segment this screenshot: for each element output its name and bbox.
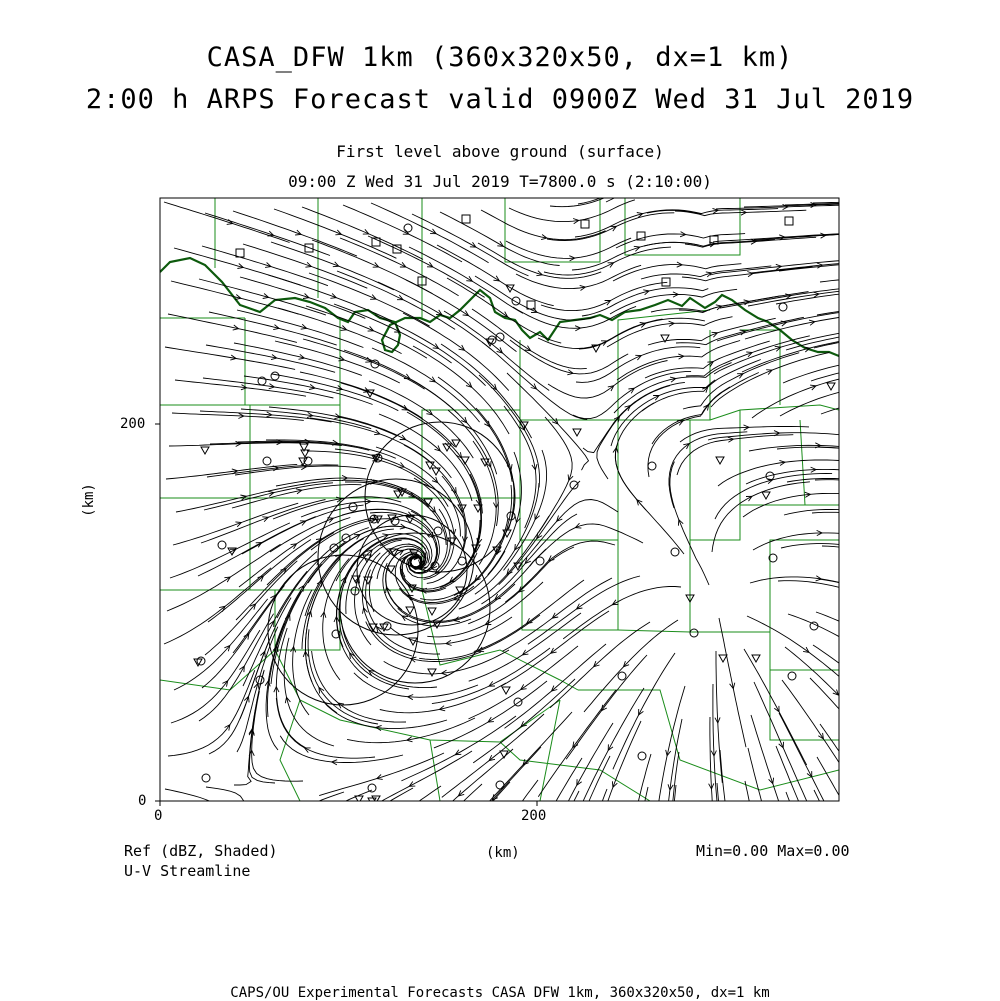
streamline: [617, 341, 740, 381]
streamline-arrowhead: [856, 777, 861, 783]
station-triangle: [201, 447, 209, 454]
streamline-arrowhead: [502, 312, 508, 317]
streamline: [242, 505, 364, 554]
streamline: [469, 780, 538, 892]
streamline-arrowhead: [848, 814, 853, 820]
streamline: [811, 360, 941, 381]
streamline: [475, 483, 539, 594]
streamline-arrowhead: [523, 650, 529, 655]
streamline-arrowhead: [282, 821, 287, 827]
station-circle: [648, 462, 656, 470]
streamline: [509, 200, 635, 222]
station-circle: [371, 360, 379, 368]
streamline-arrowhead: [583, 851, 588, 857]
station-triangle: [428, 608, 436, 615]
streamline: [236, 533, 334, 621]
streamline-arrowhead: [613, 191, 619, 196]
streamline: [780, 380, 906, 416]
station-circle: [512, 297, 520, 305]
streamline-arrowhead: [847, 640, 853, 645]
streamline: [712, 482, 810, 552]
streamline: [481, 514, 577, 604]
streamline: [280, 736, 403, 763]
streamline: [776, 289, 907, 304]
streamline: [306, 306, 427, 358]
station-circle: [788, 672, 796, 680]
streamline: [669, 752, 679, 884]
station-circle: [458, 557, 466, 565]
streamline: [816, 612, 931, 677]
streamline: [754, 233, 886, 240]
streamline: [572, 789, 607, 916]
streamline-arrowhead: [875, 363, 881, 368]
station-triangle: [355, 796, 363, 803]
streamline: [815, 480, 945, 501]
station-triangle: [762, 492, 770, 499]
streamline-arrowhead: [850, 333, 856, 338]
streamline-arrowhead: [865, 683, 871, 689]
streamline-arrowhead: [843, 446, 849, 451]
y-tick-200: 200: [120, 416, 146, 432]
level-label: First level above ground (surface): [336, 142, 664, 161]
streamline: [268, 792, 345, 884]
streamline: [819, 579, 942, 625]
station-circle: [271, 372, 279, 380]
streamline: [597, 386, 670, 479]
overlay-legend: U-V Streamline: [124, 862, 251, 880]
streamline-arrowhead: [877, 230, 882, 235]
streamline-arrowhead: [846, 361, 852, 366]
streamline: [167, 544, 281, 611]
streamline: [720, 750, 738, 881]
streamline: [686, 336, 810, 376]
streamline: [779, 261, 911, 271]
streamline-arrowhead: [352, 821, 358, 826]
streamline: [645, 341, 770, 378]
station-square: [581, 220, 589, 228]
station-circle: [779, 303, 787, 311]
chart-title: CASA_DFW 1km (360x320x50, dx=1 km): [206, 42, 794, 73]
streamline-arrowhead: [843, 586, 849, 591]
streamline: [788, 614, 902, 679]
streamline-arrowhead: [883, 304, 889, 309]
streamline: [371, 203, 489, 263]
streamline: [488, 452, 522, 575]
streamline: [164, 202, 290, 243]
streamline: [274, 209, 396, 258]
streamline-arrowhead: [799, 807, 804, 813]
streamline-arrowhead: [880, 199, 885, 204]
streamline: [719, 618, 746, 747]
streamline: [444, 311, 549, 391]
station-triangle: [406, 607, 414, 614]
station-circle: [404, 224, 412, 232]
station-square: [236, 249, 244, 257]
streamline: [594, 721, 641, 844]
station-circle: [671, 548, 679, 556]
streamline: [440, 474, 481, 588]
streamline-arrowhead: [521, 684, 527, 689]
streamline: [720, 288, 850, 308]
streamline-arrowhead: [724, 816, 729, 822]
station-circle: [810, 622, 818, 630]
streamline: [206, 345, 335, 372]
streamline: [401, 716, 516, 781]
streamline: [611, 380, 715, 446]
station-circle: [263, 457, 271, 465]
streamline-arrowhead: [224, 811, 230, 817]
station-circle: [218, 541, 226, 549]
streamline: [657, 686, 685, 815]
streamline-arrowhead: [429, 377, 435, 382]
streamline-arrowhead: [291, 544, 297, 549]
streamline: [783, 354, 911, 383]
streamline: [680, 426, 809, 442]
streamline: [403, 313, 509, 391]
uv-streamlines: [164, 178, 952, 918]
streamline-arrowhead: [549, 851, 554, 857]
streamline: [822, 546, 949, 579]
streamline: [665, 719, 682, 850]
forecast-valid-title: 2:00 h ARPS Forecast valid 0900Z Wed 31 Jul 2019: [85, 84, 915, 115]
x-tick-200: 200: [521, 808, 547, 824]
streamline: [578, 178, 705, 205]
streamline: [516, 265, 641, 288]
footer-credit: CAPS/OU Experimental Forecasts CASA DFW 1km, 360x320x50, dx=1 km: [230, 985, 770, 1001]
station-triangle: [428, 669, 436, 676]
x-tick-0: 0: [154, 808, 163, 824]
streamline: [641, 266, 771, 279]
y-axis-label: (km): [80, 483, 97, 517]
streamline-arrowhead: [878, 514, 884, 519]
station-triangle: [716, 457, 724, 464]
streamline: [778, 581, 905, 612]
streamline: [441, 344, 532, 438]
streamline-arrowhead: [493, 276, 499, 281]
streamline: [550, 622, 650, 708]
station-circle: [496, 781, 504, 789]
streamline: [166, 464, 297, 479]
streamline-arrowhead: [842, 291, 848, 296]
field-legend: Ref (dBZ, Shaded): [124, 842, 278, 860]
streamline: [427, 582, 543, 637]
streamline-arrowhead: [885, 395, 891, 400]
streamline-arrowhead: [845, 262, 851, 267]
streamline: [344, 350, 458, 414]
y-tick-0: 0: [138, 793, 147, 809]
streamline-arrowhead: [848, 231, 854, 236]
streamline-arrowhead: [640, 179, 646, 184]
streamline: [710, 261, 841, 275]
streamline: [562, 756, 611, 879]
streamline: [752, 372, 874, 418]
axis-ticks: [155, 424, 537, 806]
station-triangle: [452, 440, 460, 447]
streamline: [396, 784, 482, 883]
streamline-arrowhead: [463, 311, 469, 316]
streamline: [343, 205, 462, 262]
streamline: [530, 524, 643, 566]
station-circle: [368, 784, 376, 792]
streamline-arrowhead: [244, 825, 249, 831]
streamline: [751, 715, 793, 840]
streamline: [237, 627, 278, 752]
streamline-arrowhead: [841, 389, 847, 394]
streamline: [271, 564, 322, 684]
streamline: [615, 446, 684, 554]
streamline: [504, 450, 547, 570]
streamline: [209, 312, 337, 345]
streamline: [410, 379, 497, 474]
streamline-arrowhead: [853, 726, 859, 732]
streamline: [442, 714, 544, 797]
streamline: [818, 447, 948, 470]
streamline: [708, 433, 840, 440]
station-triangle: [573, 429, 581, 436]
streamline: [173, 503, 298, 545]
streamline: [502, 578, 612, 651]
station-circle: [618, 672, 626, 680]
station-square: [462, 215, 470, 223]
streamline: [715, 474, 832, 520]
streamline: [742, 337, 869, 372]
streamline: [172, 413, 304, 420]
streamline: [198, 517, 316, 576]
streamline-arrowhead: [350, 653, 355, 659]
streamline-arrowhead: [383, 823, 389, 829]
streamline: [786, 328, 916, 350]
streamline: [566, 655, 647, 759]
streamline: [267, 518, 378, 585]
streamline-arrowhead: [818, 733, 823, 739]
station-triangle: [372, 796, 380, 803]
streamline: [576, 347, 700, 383]
streamline: [750, 577, 879, 595]
streamline-arrowhead: [884, 451, 890, 456]
streamline-arrowhead: [433, 344, 439, 349]
streamline: [782, 680, 856, 789]
streamline: [368, 236, 485, 297]
streamline-arrowhead: [431, 829, 437, 835]
streamline: [785, 647, 879, 739]
streamline-arrowhead: [525, 346, 531, 351]
streamline: [482, 342, 587, 420]
streamline: [337, 271, 455, 329]
streamline: [787, 479, 918, 492]
streamline-arrowhead: [850, 508, 856, 513]
streamline: [675, 210, 806, 215]
streamline-arrowhead: [882, 594, 888, 599]
streamline: [584, 620, 678, 712]
streamline-arrowhead: [634, 852, 639, 858]
streamline: [209, 640, 269, 754]
streamline: [813, 645, 914, 729]
streamline: [642, 360, 761, 412]
streamline: [812, 512, 941, 534]
streamline-arrowhead: [402, 616, 408, 621]
streamline-arrowhead: [669, 181, 674, 186]
streamline-arrowhead: [669, 818, 674, 824]
streamline-arrowhead: [628, 388, 634, 393]
streamline: [501, 611, 609, 686]
streamline: [281, 790, 372, 875]
streamline-arrowhead: [224, 577, 230, 582]
streamline: [432, 782, 510, 888]
streamline: [813, 202, 945, 203]
station-circle: [202, 774, 210, 782]
streamline: [375, 315, 486, 386]
streamline-arrowhead: [879, 334, 885, 339]
station-circle: [536, 557, 544, 565]
streamline-arrowhead: [319, 687, 324, 693]
streamline-arrowhead: [887, 554, 893, 559]
streamline: [550, 179, 677, 207]
station-triangle: [502, 687, 510, 694]
streamline: [478, 243, 601, 278]
streamline: [785, 203, 917, 205]
streamline: [820, 724, 894, 833]
streamline-arrowhead: [546, 814, 551, 820]
streamline: [550, 723, 613, 839]
station-circle: [434, 527, 442, 535]
streamline: [204, 483, 333, 510]
streamline-arrowhead: [762, 812, 767, 818]
streamline: [671, 785, 676, 917]
x-axis-label: (km): [486, 845, 520, 861]
streamline-arrowhead: [875, 638, 881, 643]
station-circle: [514, 698, 522, 706]
streamline-arrowhead: [632, 818, 637, 824]
time-label: 09:00 Z Wed 31 Jul 2019 T=7800.0 s (2:10:00): [288, 172, 712, 191]
streamline: [432, 648, 550, 704]
streamline: [518, 500, 618, 568]
streamline: [713, 684, 718, 816]
streamline: [631, 787, 648, 918]
streamline: [821, 393, 951, 414]
streamline-arrowhead: [852, 201, 858, 206]
streamline-arrowhead: [669, 851, 674, 856]
streamline: [670, 462, 709, 585]
min-max-label: Min=0.00 Max=0.00: [696, 842, 850, 860]
streamline-arrowhead: [488, 717, 494, 722]
streamline: [305, 593, 337, 713]
streamline: [781, 544, 911, 561]
streamline-arrowhead: [497, 833, 502, 839]
streamline: [506, 238, 631, 258]
station-triangle: [752, 655, 760, 662]
streamline: [307, 451, 431, 488]
streamline-arrowhead: [886, 274, 892, 279]
station-circle: [690, 629, 698, 637]
streamline: [372, 348, 480, 422]
streamline-arrowhead: [580, 816, 585, 822]
station-triangle: [827, 383, 835, 390]
streamline: [616, 403, 654, 510]
streamline-arrowhead: [881, 482, 887, 487]
streamline: [341, 383, 455, 447]
streamline: [749, 445, 880, 451]
streamline-arrowhead: [853, 477, 859, 482]
station-circle: [496, 333, 504, 341]
streamline: [820, 275, 952, 282]
streamline: [625, 754, 652, 883]
station-square: [785, 217, 793, 225]
streamline: [784, 509, 914, 522]
streamline: [479, 375, 540, 488]
station-circle: [638, 752, 646, 760]
station-triangle: [719, 655, 727, 662]
streamline-arrowhead: [308, 818, 314, 823]
streamline: [447, 278, 561, 343]
streamline: [378, 282, 491, 349]
streamline: [276, 628, 306, 748]
streamline: [205, 213, 330, 256]
streamline-arrowhead: [464, 831, 469, 837]
streamline: [748, 288, 879, 307]
streamline: [717, 312, 846, 341]
station-triangle: [432, 468, 440, 475]
streamline-arrowhead: [847, 543, 853, 548]
streamline: [777, 447, 908, 459]
